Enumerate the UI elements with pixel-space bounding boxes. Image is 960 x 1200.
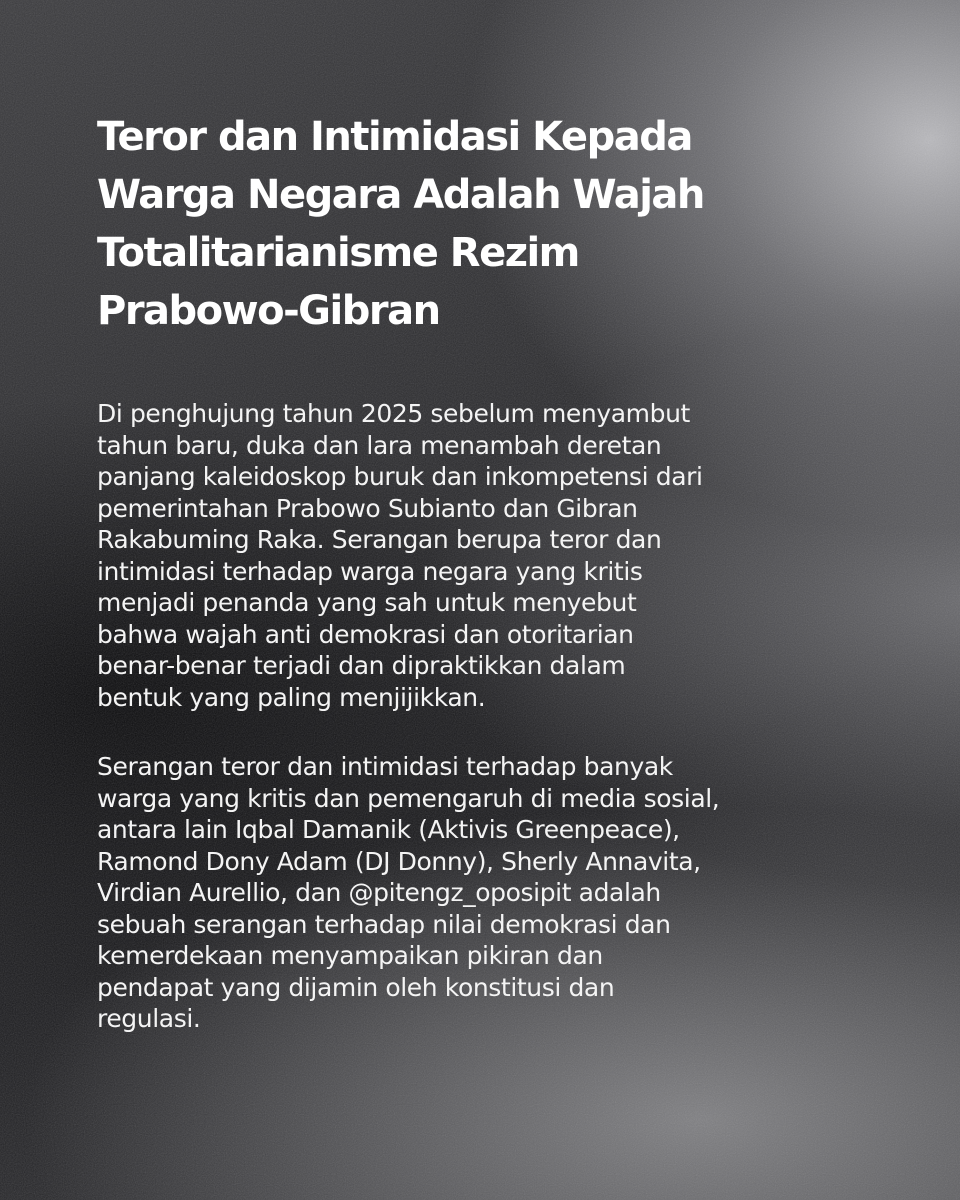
article-paragraph-1: Di penghujung tahun 2025 sebelum menyambut tahun baru, duka dan lara menambah deretan panjang kaleidoskop buruk dan inkompetensi dari pemerintahan Prabowo Subianto dan Gibran Rakabuming Raka. Serangan berupa teror dan intimidasi terhadap warga negara yang kritis menjadi penanda yang sah untuk menyebut bahwa wajah anti demokrasi dan otoritarian benar-benar terjadi dan dipraktikkan dalam bentuk yang paling menjijikkan. — [97, 399, 703, 712]
article-title: Teror dan Intimidasi Kepada Warga Negara Adalah Wajah Totalitarianisme Rezim Prabowo-Gibran — [97, 114, 704, 334]
article — [97, 108, 867, 1035]
article-paragraph-2: Serangan teror dan intimidasi terhadap banyak warga yang kritis dan pemengaruh di media sosial, antara lain Iqbal Damanik (Aktivis Greenpeace), Ramond Dony Adam (DJ Donny), Sherly Annavita, Virdian Aurellio, dan @pitengz_oposipit adalah sebuah serangan terhadap nilai demokrasi dan kemerdekaan menyampaikan pikiran dan pendapat yang dijamin oleh konstitusi dan regulasi. — [97, 752, 720, 1033]
